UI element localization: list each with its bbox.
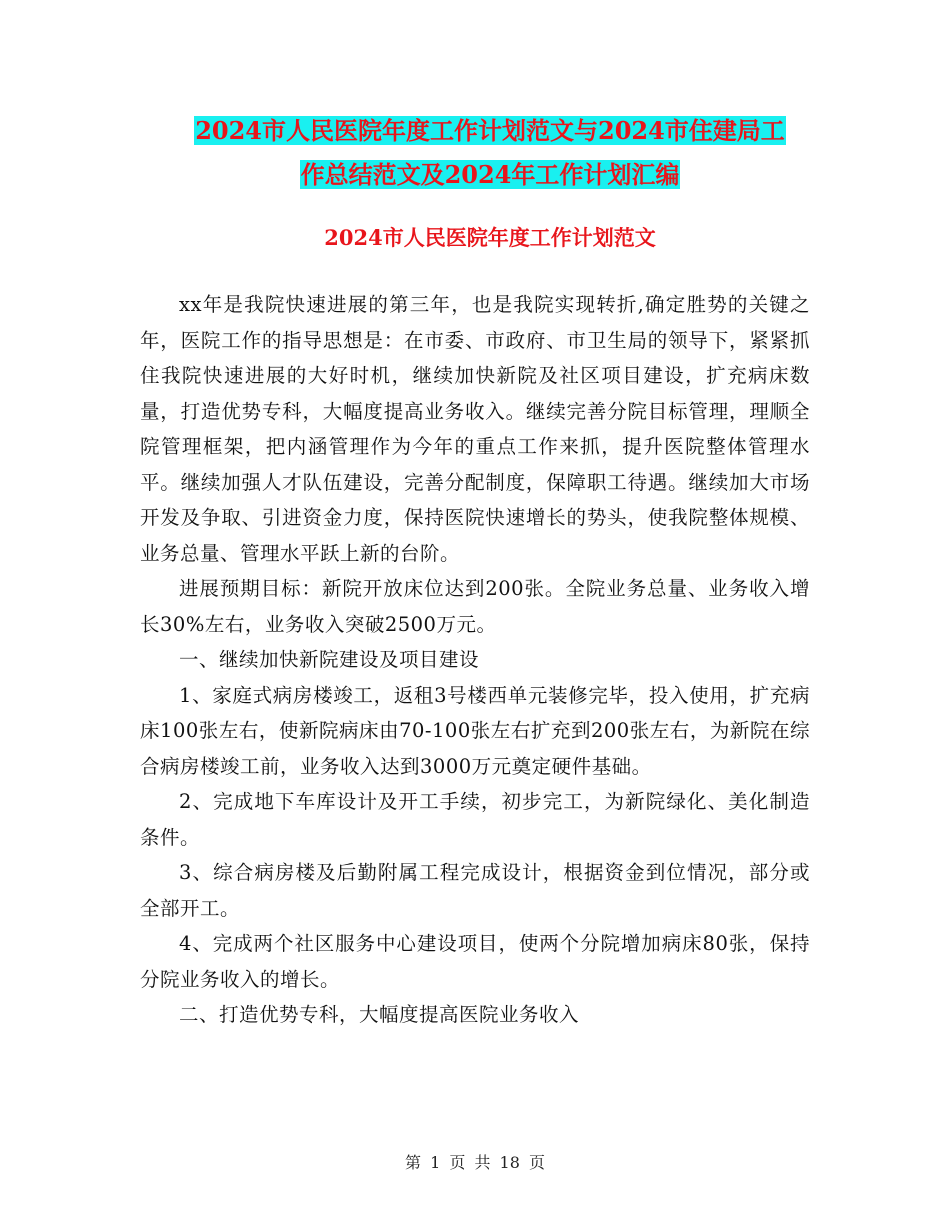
heading-section-1: 一、继续加快新院建设及项目建设 [179,648,480,671]
document-title-line-1 [140,109,840,153]
page-footer: 第 1 页 共 18 页 [405,1153,545,1172]
paragraph-intro: xx年是我院快速进展的第三年，也是我院实现转折,确定胜势的关键之年，医院工作的指导思想是：在市委、市政府、市卫生局的领导下，紧紧抓住我院快速进展的大好时机，继续加快新院及社区项目建设，扩充病床数量，打造优势专科，大幅度提高业务收入。继续完善分院目标管理，理顺全院管理框架，把内涵管理作为今年的重点工作来抓，提升医院整体管理水平。继续加强人才队伍建设，完善分配制度，保障职工待遇。继续加大市场开发及争取、引进资金力度，保持医院快速增长的势头，使我院整体规模、业务总量、管理水平跃上新的台阶。 [140,293,810,565]
document-title-line-2 [140,153,840,197]
paragraph-goal: 进展预期目标：新院开放床位达到200张。全院业务总量、业务收入增长30%左右，业务收入突破2500万元。 [140,577,810,636]
document-body [140,287,810,1033]
list-item: 4、完成两个社区服务中心建设项目，使两个分院增加病床80张，保持分院业务收入的增长。 [140,932,810,991]
title-highlight: 作总结范文及2024年工作计划汇编 [300,160,680,189]
section-title: 2024市人民医院年度工作计划范文 [324,225,656,250]
heading-section-2: 二、打造优势专科，大幅度提高医院业务收入 [179,1003,580,1026]
list-item: 3、综合病房楼及后勤附属工程完成设计，根据资金到位情况，部分或全部开工。 [140,861,810,920]
list-item: 1、家庭式病房楼竣工，返租3号楼西单元装修完毕，投入使用，扩充病床100张左右，使新院病床由70-100张左右扩充到200张左右，为新院在综合病房楼竣工前，业务收入达到3000万元奠定硬件基础。 [140,683,810,778]
list-item: 2、完成地下车库设计及开工手续，初步完工，为新院绿化、美化制造条件。 [140,790,810,849]
title-highlight: 2024市人民医院年度工作计划范文与2024市住建局工 [195,116,785,145]
